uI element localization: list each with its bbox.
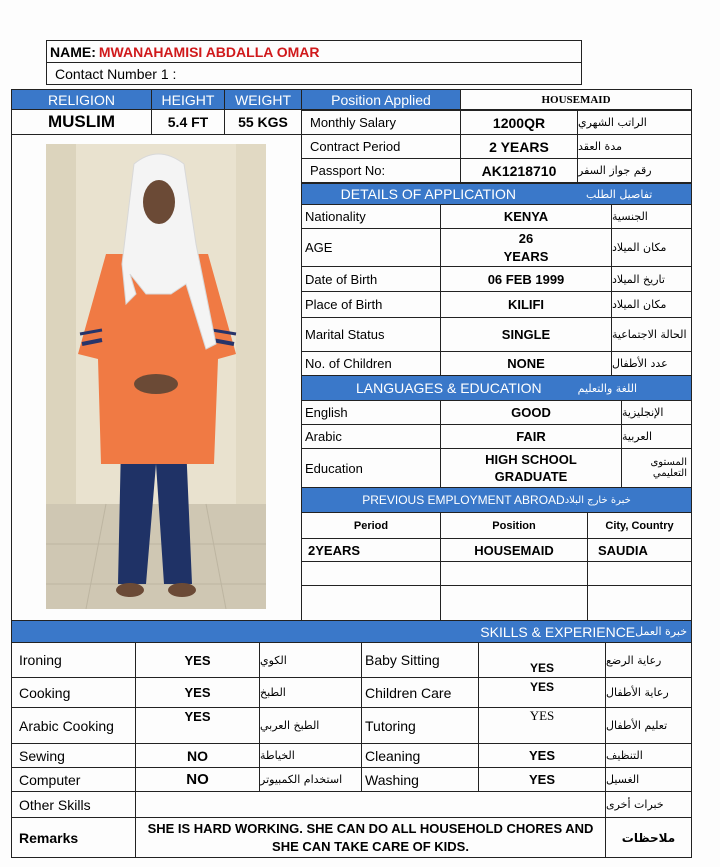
skill-washing-value: YES <box>478 767 606 792</box>
skill-computer-label: Computer <box>11 767 136 792</box>
dob-ar: تاريخ الميلاد <box>611 266 692 292</box>
children-value: NONE <box>440 351 612 376</box>
contract-value: 2 YEARS <box>460 134 578 159</box>
details-title-ar: تفاصيل الطلب <box>585 187 653 201</box>
employment-title-ar: خبرة خارج البلاد <box>564 494 631 506</box>
contract-label: Contract Period <box>301 134 461 159</box>
applicant-photo <box>46 144 266 609</box>
remarks-ar: ملاحظات <box>605 817 692 858</box>
skill-ironing-label: Ironing <box>11 642 136 678</box>
details-title: DETAILS OF APPLICATION <box>340 186 516 202</box>
passport-label: Passport No: <box>301 158 461 183</box>
position-applied-value: HOUSEMAID <box>460 89 692 110</box>
arabic-label: Arabic <box>301 424 441 449</box>
skill-cleaning-label: Cleaning <box>361 743 479 768</box>
languages-header <box>301 375 692 401</box>
marital-label: Marital Status <box>301 317 441 352</box>
contact-row <box>46 62 582 85</box>
children-label: No. of Children <box>301 351 441 376</box>
weight-value: 55 KGS <box>224 109 302 135</box>
contact-label: Contact Number 1 : <box>55 65 177 82</box>
employment-col-country: City, Country <box>587 512 692 539</box>
education-value: HIGH SCHOOL GRADUATE <box>440 448 622 488</box>
skill-computer-ar: استخدام الكمبيوتر <box>259 767 362 792</box>
employment-row-period: 2YEARS <box>301 538 441 562</box>
weight-header: WEIGHT <box>224 89 302 110</box>
skill-sewing-value: NO <box>135 743 260 768</box>
skill-childcare-value: YES <box>478 677 606 708</box>
skills-header <box>11 620 692 643</box>
age-ar: مكان الميلاد <box>611 228 692 267</box>
skill-sewing-label: Sewing <box>11 743 136 768</box>
passport-ar: رقم جواز السفر <box>577 158 692 183</box>
skill-tutoring-value: YES <box>478 707 606 744</box>
skill-cleaning-value: YES <box>478 743 606 768</box>
contract-ar: مدة العقد <box>577 134 692 159</box>
employment-title: PREVIOUS EMPLOYMENT ABROAD <box>362 493 565 507</box>
other-skills-label: Other Skills <box>11 791 136 818</box>
nationality-ar: الجنسية <box>611 204 692 229</box>
other-skills-value <box>135 791 606 818</box>
languages-title-ar: اللغة والتعليم <box>577 381 638 395</box>
skill-childcare-label: Children Care <box>361 677 479 708</box>
remarks-label: Remarks <box>11 817 136 858</box>
skill-computer-value: NO <box>135 767 260 792</box>
employment-empty-cell <box>301 585 441 621</box>
applicant-photo-drawing <box>46 144 266 609</box>
skill-childcare-ar: رعاية الأطفال <box>605 677 692 708</box>
employment-row-country: SAUDIA <box>587 538 692 562</box>
skill-tutoring-ar: تعليم الأطفال <box>605 707 692 744</box>
skill-cooking-value: YES <box>135 677 260 708</box>
employment-header <box>301 487 692 513</box>
skill-cleaning-ar: التنظيف <box>605 743 692 768</box>
english-ar: الإنجليزية <box>621 400 692 425</box>
salary-label: Monthly Salary <box>301 110 461 135</box>
marital-ar: الحالة الاجتماعية <box>611 317 692 352</box>
age-label: AGE <box>301 228 441 267</box>
education-label: Education <box>301 448 441 488</box>
education-ar: المستوى التعليمي <box>621 448 692 488</box>
employment-col-period: Period <box>301 512 441 539</box>
english-label: English <box>301 400 441 425</box>
employment-empty-cell <box>440 585 588 621</box>
other-skills-ar: خبرات أخرى <box>605 791 692 818</box>
skill-ironing-value: YES <box>135 642 260 678</box>
english-value: GOOD <box>440 400 622 425</box>
age-value: 26 YEARS <box>440 228 612 267</box>
employment-empty-cell <box>587 561 692 586</box>
children-ar: عدد الأطفال <box>611 351 692 376</box>
skills-title-ar: خبرة العمل <box>635 625 687 638</box>
employment-empty-cell <box>301 561 441 586</box>
skill-arabic-cooking-ar: الطبخ العربي <box>259 707 362 744</box>
salary-ar: الراتب الشهري <box>577 110 692 135</box>
skill-arabic-cooking-label: Arabic Cooking <box>11 707 136 744</box>
skill-cooking-label: Cooking <box>11 677 136 708</box>
dob-label: Date of Birth <box>301 266 441 292</box>
passport-value: AK1218710 <box>460 158 578 183</box>
arabic-value: FAIR <box>440 424 622 449</box>
skill-babysitting-ar: رعاية الرضع <box>605 642 692 678</box>
pob-ar: مكان الميلاد <box>611 291 692 318</box>
position-applied-header: Position Applied <box>301 89 461 110</box>
marital-value: SINGLE <box>440 317 612 352</box>
employment-empty-cell <box>440 561 588 586</box>
dob-value: 06 FEB 1999 <box>440 266 612 292</box>
salary-value: 1200QR <box>460 110 578 135</box>
employment-row-position: HOUSEMAID <box>440 538 588 562</box>
skill-babysitting-label: Baby Sitting <box>361 642 479 678</box>
skills-title: SKILLS & EXPERIENCE <box>480 623 636 640</box>
name-value: MWANAHAMISI ABDALLA OMAR <box>98 43 320 60</box>
details-header <box>301 183 692 205</box>
height-value: 5.4 FT <box>151 109 225 135</box>
height-header: HEIGHT <box>151 89 225 110</box>
skill-sewing-ar: الخياطة <box>259 743 362 768</box>
employment-col-position: Position <box>440 512 588 539</box>
skill-arabic-cooking-value: YES <box>135 707 260 744</box>
skill-ironing-ar: الكوي <box>259 642 362 678</box>
name-label: NAME: <box>50 43 96 60</box>
nationality-value: KENYA <box>440 204 612 229</box>
employment-empty-cell <box>587 585 692 621</box>
skill-tutoring-label: Tutoring <box>361 707 479 744</box>
religion-value: MUSLIM <box>11 109 152 135</box>
remarks-value: SHE IS HARD WORKING. SHE CAN DO ALL HOUSEHOLD CHORES AND SHE CAN TAKE CARE OF KIDS. <box>135 817 606 858</box>
name-row <box>46 40 582 63</box>
pob-value: KILIFI <box>440 291 612 318</box>
religion-header: RELIGION <box>11 89 152 110</box>
arabic-ar: العربية <box>621 424 692 449</box>
skill-babysitting-value: YES <box>478 642 606 678</box>
skill-washing-label: Washing <box>361 767 479 792</box>
pob-label: Place of Birth <box>301 291 441 318</box>
skill-cooking-ar: الطبخ <box>259 677 362 708</box>
skill-washing-ar: الغسيل <box>605 767 692 792</box>
languages-title: LANGUAGES & EDUCATION <box>355 380 542 396</box>
nationality-label: Nationality <box>301 204 441 229</box>
